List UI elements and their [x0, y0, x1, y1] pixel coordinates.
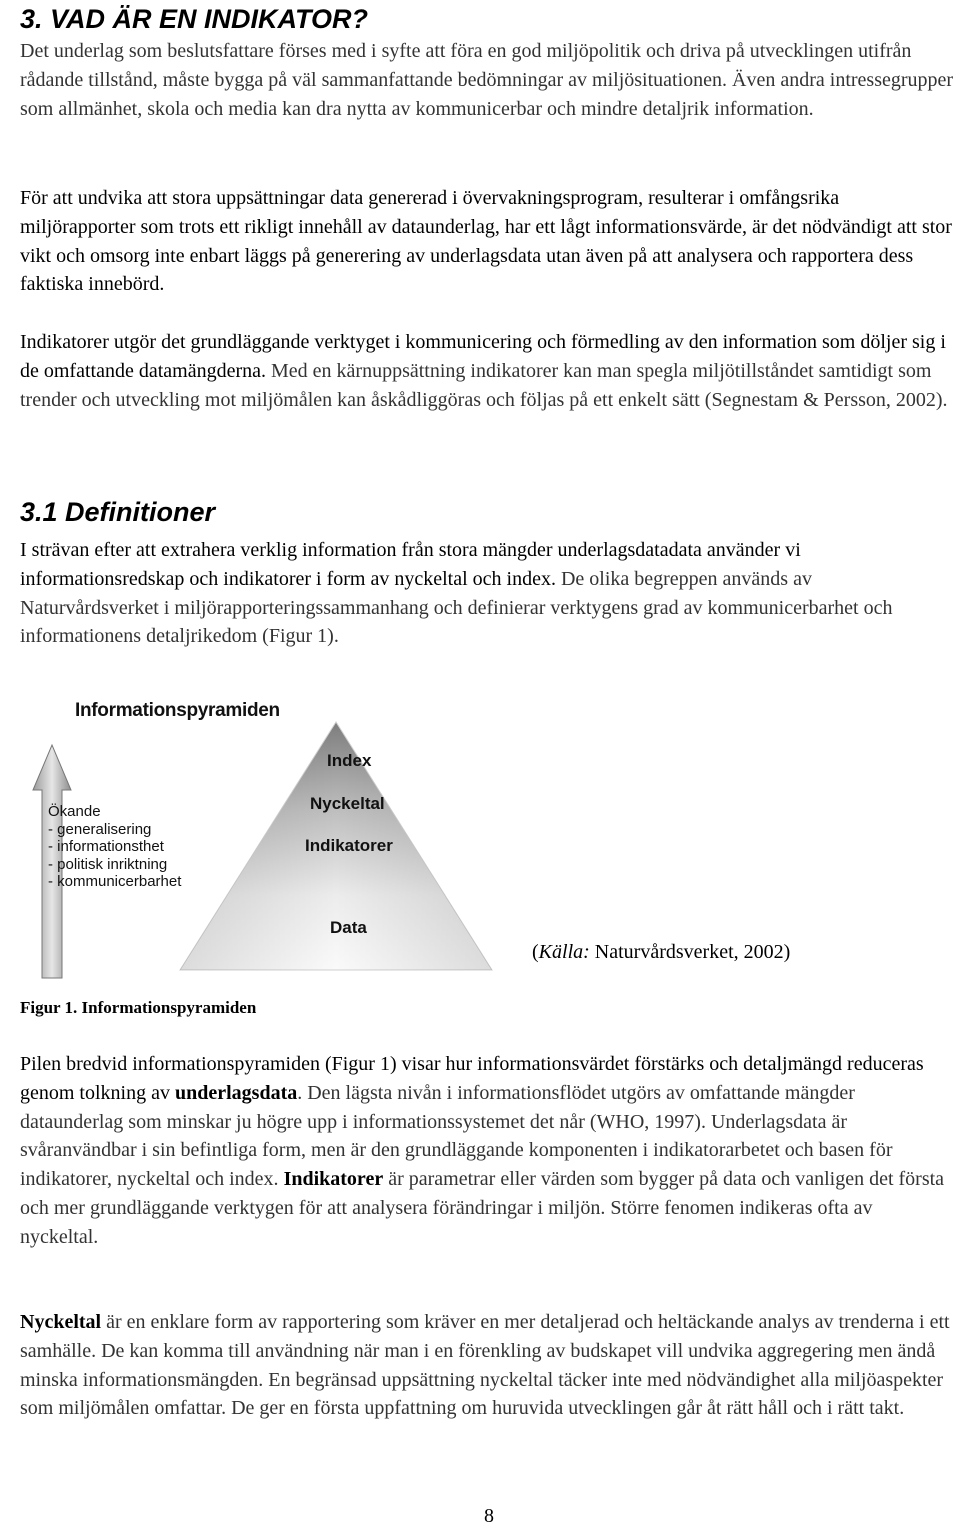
indicator-paragraph-part2: Med en kärnuppsättning indikatorer kan man spegla miljötillståndet samtidigt som trender och utveckling mot miljömålen kan åskådliggöras och följas på ett enkelt sätt (Segnestam & Persson, 2002). [20, 359, 948, 411]
text-run: är parametrar eller värden som bygger på data och vanligen det första och mer grundläggande verktygen för att analysera förändringar i miljön. Större fenomen indikeras ofta av nyckeltal. [20, 1168, 945, 1248]
pyramid-graphic [30, 690, 550, 980]
increasing-item: - generalisering [48, 820, 152, 838]
indicator-paragraph-part1: Indikatorer utgör det grundläggande verktyget i kommunicering och förmedling av den information som döljer sig i de omfattande datamängderna. [20, 331, 946, 382]
source-text: Naturvårdsverket, 2002) [589, 941, 791, 963]
source-paren: ( [532, 941, 539, 963]
indicator-paragraph [20, 328, 955, 414]
page-number: 8 [484, 1505, 494, 1527]
bold-term: Indikatorer [283, 1168, 384, 1191]
subsection-heading: 3.1 Definitioner [20, 497, 216, 527]
source-label: Källa: [538, 941, 590, 963]
information-pyramid-figure [30, 690, 550, 980]
text-run: är en enklare form av rapportering som kräver en mer detaljerad och heltäckande analys av trenderna i ett samhälle. De kan komma till användning när man i en förenkling av budskapet vill undvika aggregering men ändå minska informationsmängden. En begränsad uppsättning nyckeltal täcker inte med nödvändighet alla miljöaspekter som miljömålen omfattar. De ger en första uppfattning om huruvida utvecklingen går åt rätt håll och i rätt takt. [20, 1311, 950, 1420]
text-run: Pilen bredvid informationspyramiden (Figur 1) visar hur informationsvärdet förstärks och detaljmängd reduceras genom tolkning av [20, 1053, 924, 1104]
section-heading: 3. VAD ÄR EN INDIKATOR? [20, 4, 369, 34]
increasing-item: - politisk inriktning [48, 855, 168, 873]
definitions-paragraph-part1: I strävan efter att extrahera verklig information från stora mängder underlagsdatadata använder vi informationsredskap och indikatorer i form av nyckeltal och index. [20, 539, 801, 590]
increasing-item: - informationsthet [48, 838, 164, 855]
figure-source [532, 938, 790, 966]
pyramid-level-nyckeltal: Nyckeltal [310, 794, 385, 813]
definitions-paragraph [20, 536, 955, 651]
nyckeltal-paragraph [20, 1308, 955, 1423]
definitions-paragraph-part2: De olika begreppen används av Naturvårdsverket i miljörapporteringssammanhang och definierar verktygens grad av kommunicerbarhet och informationens detaljrikedom (Figur 1). [20, 567, 893, 648]
pyramid-level-indikatorer: Indikatorer [305, 836, 393, 855]
figure-title: Informationspyramiden [75, 700, 280, 721]
pyramid-level-index: Index [327, 751, 372, 770]
bold-term: underlagsdata [174, 1081, 298, 1104]
increasing-heading: Ökande [48, 803, 101, 820]
text-run: . Den lägsta nivån i informationsflödet utgörs av omfattande mängder dataunderlag som minskar ju högre upp i informationssystemet det når (WHO, 1997). Underlagsdata är svåranvändbar i sin befintliga form, men är den grundläggande komponenten i indikatorarbetet och basen för indikatorer, nyckeltal och index. [20, 1081, 893, 1191]
pyramid-level-data: Data [330, 918, 367, 937]
bold-term: Nyckeltal [20, 1311, 102, 1333]
figure-caption: Figur 1. Informationspyramiden [20, 998, 257, 1017]
intro-paragraph: Det underlag som beslutsfattare förses med i syfte att föra en god miljöpolitik och driva på utvecklingen utifrån rådande tillstånd, måste bygga på väl sammanfattande bedömningar av miljösituationen. Även andra intressegrupper som allmänhet, skola och media kan dra nytta av kommunicerbar och mindre detaljrik information. [20, 40, 954, 120]
pyramid-explanation-paragraph [20, 1050, 955, 1252]
monitoring-paragraph: För att undvika att stora uppsättningar data genererad i övervakningsprogram, resulterar i omfångsrika miljörapporter som trots ett rikligt innehåll av dataunderlag, har ett lågt informationsvärde, är det nödvändigt att stor vikt och omsorg inte enbart läggs på generering av underlagsdata utan även på att analysera och rapportera dess faktiska innebörd. [20, 187, 952, 296]
increasing-item: - kommunicerbarhet [48, 873, 182, 890]
